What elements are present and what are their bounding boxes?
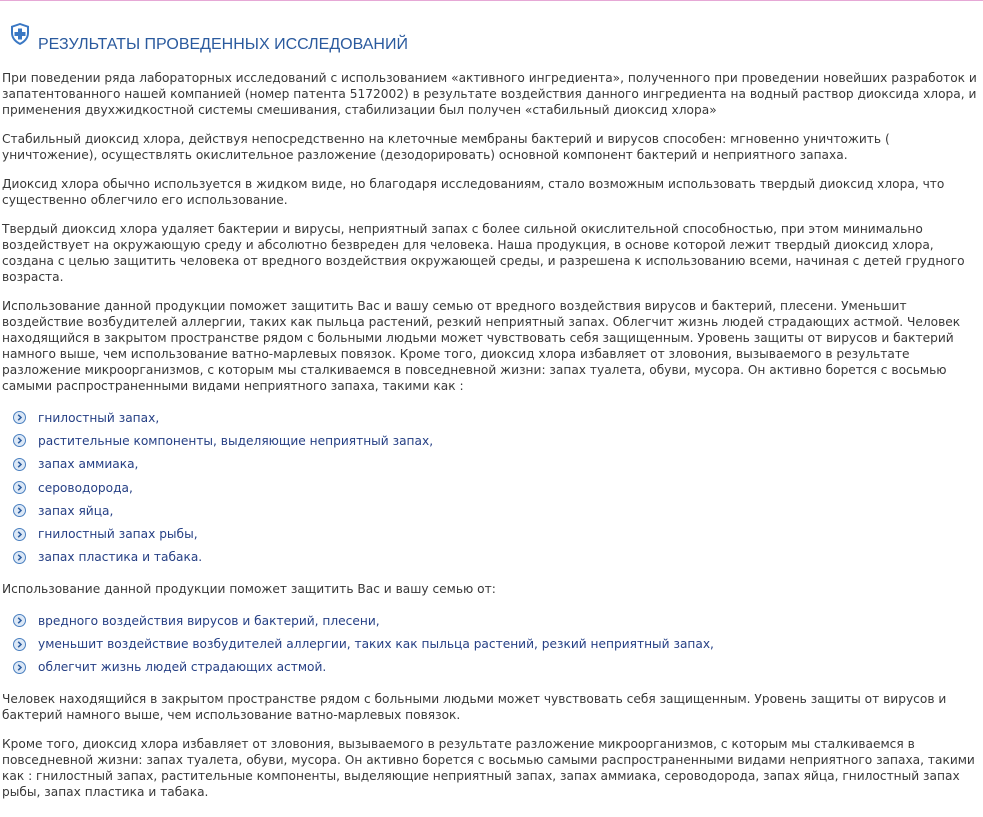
- chevron-right-circle-icon: [13, 504, 26, 517]
- list-item: [13, 453, 980, 476]
- list-item: [13, 499, 980, 522]
- paragraph: Твердый диоксид хлора удаляет бактерии и вирусы, неприятный запах с более сильной окислительной способностью, при этом минимально воздействует на окружающую среду и абсолютно безвреден для человека. Наша продукция, в основе которой лежит твердый диоксид хлора, создана с целью защитить человека от вредного воздействия окружающей среды, и разрешена к использованию всеми, начиная с детей грудного возраста.: [2, 222, 965, 284]
- article: [2, 16, 980, 800]
- chevron-right-circle-icon: [13, 481, 26, 494]
- paragraph: Использование данной продукции поможет защитить Вас и вашу семью от:: [2, 582, 496, 597]
- list-item-label: запах пластика и табака.: [38, 550, 203, 565]
- paragraph: При поведении ряда лабораторных исследований с использованием «активного ингредиента», полученного при проведении новейших разработок и запатентованного нашей компанией (номер патента 5172002) в результате воздействия данного ингредиента на водный раствор диоксида хлора, и применения двухжидкостной системы смешивания, стабилизации был получен «стабильный диоксид хлора»: [2, 71, 977, 117]
- paragraph: Кроме того, диоксид хлора избавляет от зловония, вызываемого в результате разложение микроорганизмов, с которым мы сталкиваемся в повседневной жизни: запах туалета, обуви, мусора. Он активно борется с восьмью самыми распространенными видами неприятного запаха, такими как : гнилостный запах, растительные компоненты, выделяющие неприятный запах, запах аммиака, сероводорода, запах яйца, гнилостный запах рыбы, запах пластика и табака.: [2, 736, 975, 799]
- odor-list: [2, 406, 980, 569]
- paragraph: Использование данной продукции поможет защитить Вас и вашу семью от вредного воздействия вирусов и бактерий, плесени. Уменьшит воздействие возбудителей аллергии, таких как пыльца растений, резкий неприятный запах. Облегчит жизнь людей страдающих астмой. Человек находящийся в закрытом пространстве рядом с больными людьми может чувствовать себя защищенным. Уровень защиты от вирусов и бактерий намного выше, чем использование ватно-марлевых повязок. Кроме того, диоксид хлора избавляет от зловония, вызываемого в результате разложение микроорганизмов, с которым мы сталкиваемся в повседневной жизни: запах туалета, обуви, мусора. Он активно борется с восьмью самыми распространенными видами неприятного запаха, такими как :: [2, 299, 961, 393]
- list-item: [13, 522, 980, 545]
- list-item-label: облегчит жизнь людей страдающих астмой.: [38, 660, 327, 675]
- list-item-label: запах аммиака,: [38, 457, 139, 472]
- list-item: [13, 546, 980, 569]
- chevron-right-circle-icon: [13, 434, 26, 447]
- list-item: [13, 656, 980, 679]
- chevron-right-circle-icon: [13, 551, 26, 564]
- chevron-right-circle-icon: [13, 661, 26, 674]
- list-item-label: запах яйца,: [38, 503, 114, 518]
- medical-cross-shield-icon: [8, 22, 32, 46]
- chevron-right-circle-icon: [13, 638, 26, 651]
- page-title: РЕЗУЛЬТАТЫ ПРОВЕДЕННЫХ ИССЛЕДОВАНИЙ: [38, 36, 408, 53]
- paragraph: Человек находящийся в закрытом пространстве рядом с больными людьми может чувствовать себя защищенным. Уровень защиты от вирусов и бактерий намного выше, чем использование ватно-марлевых повязок.: [2, 691, 947, 722]
- page-header: [8, 16, 980, 54]
- top-divider: [0, 0, 983, 1]
- list-item: [13, 476, 980, 499]
- paragraph: Диоксид хлора обычно используется в жидком виде, но благодаря исследованиям, стало возможным использовать твердый диоксид хлора, что существенно облегчило его использование.: [2, 177, 945, 207]
- list-item-label: гнилостный запах рыбы,: [38, 527, 198, 542]
- chevron-right-circle-icon: [13, 458, 26, 471]
- list-item: [13, 632, 980, 655]
- protection-list: [2, 609, 980, 679]
- list-item-label: сероводорода,: [38, 480, 133, 495]
- list-item-label: уменьшит воздействие возбудителей аллергии, таких как пыльца растений, резкий неприятный запах,: [38, 637, 714, 652]
- chevron-right-circle-icon: [13, 411, 26, 424]
- list-item-label: гнилостный запах,: [38, 410, 160, 425]
- list-item-label: вредного воздействия вирусов и бактерий, плесени,: [38, 613, 380, 628]
- chevron-right-circle-icon: [13, 614, 26, 627]
- paragraph: Стабильный диоксид хлора, действуя непосредственно на клеточные мембраны бактерий и вирусов способен: мгновенно уничтожить ( уничтожение), осуществлять окислительное разложение (дезодорировать) основной компонент бактерий и неприятного запаха.: [2, 132, 890, 162]
- list-item: [13, 406, 980, 429]
- list-item: [13, 429, 980, 452]
- list-item: [13, 609, 980, 632]
- chevron-right-circle-icon: [13, 528, 26, 541]
- list-item-label: растительные компоненты, выделяющие неприятный запах,: [38, 433, 434, 448]
